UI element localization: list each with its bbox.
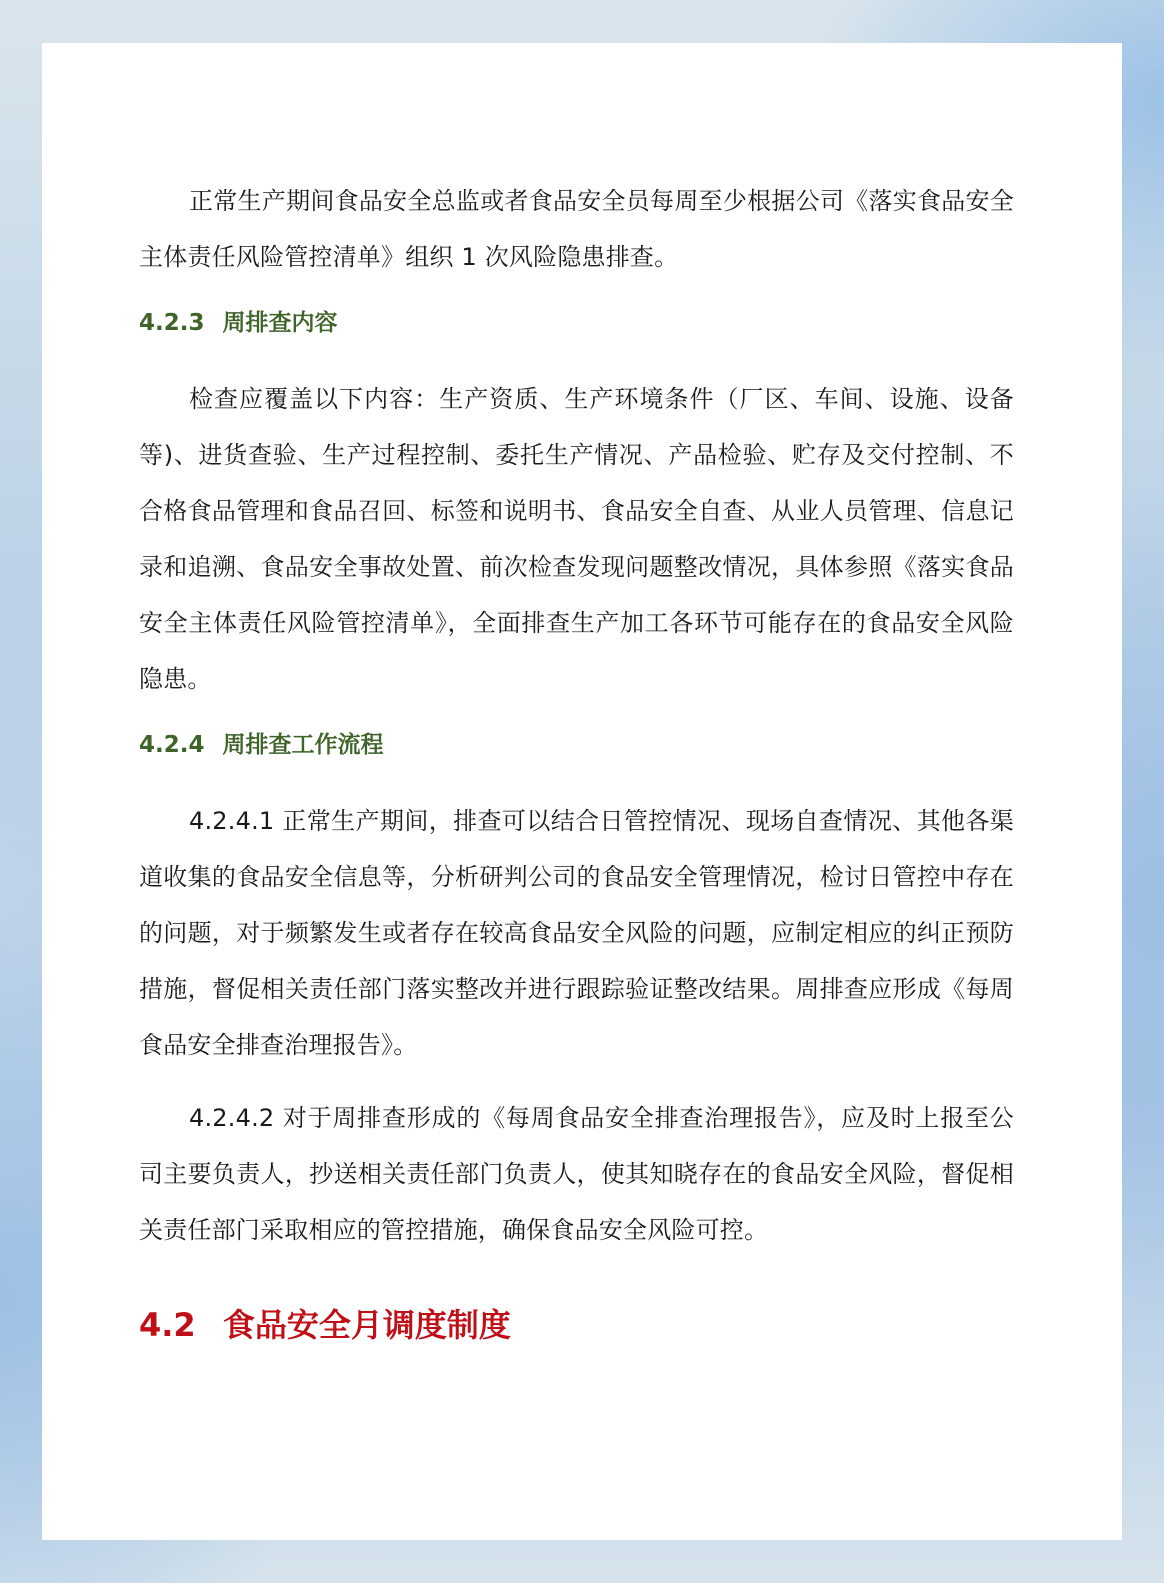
paragraph-4-2-4-2: 4.2.4.2 对于周排查形成的《每周食品安全排查治理报告》，应及时上报至公司主要负责人，抄送相关责任部门负责人，使其知晓存在的食品安全风险，督促相关责任部门采取相应的管控措施，确保食品安全风险可控。 [139, 1104, 1014, 1244]
section-title: 食品安全月调度制度 [222, 1306, 511, 1344]
paragraph-4-2-4-1: 4.2.4.1 正常生产期间，排查可以结合日管控情况、现场自查情况、其他各渠道收集的食品安全信息等，分析研判公司的食品安全管理情况，检讨日管控中存在的问题，对于频繁发生或者存在较高食品安全风险的问题，应制定相应的纠正预防措施，督促相关责任部门落实整改并进行跟踪验证整改结果。周排查应形成《每周食品安全排查治理报告》。 [139, 807, 1014, 1059]
paragraph-inspection-content: 检查应覆盖以下内容：生产资质、生产环境条件（厂区、车间、设施、设备等)、进货查验、生产过程控制、委托生产情况、产品检验、贮存及交付控制、不合格食品管理和食品召回、标签和说明书、食品安全自查、从业人员管理、信息记录和追溯、食品安全事故处置、前次检查发现问题整改情况，具体参照《落实食品安全主体责任风险管控清单》，全面排查生产加工各环节可能存在的食品安全风险隐患。 [139, 385, 1014, 693]
section-title: 周排查工作流程 [222, 732, 384, 758]
section-heading-4-2-3 [139, 303, 1014, 343]
section-title: 周排查内容 [222, 310, 338, 336]
document-page [42, 43, 1122, 1540]
section-heading-4-2-4 [139, 725, 1014, 765]
section-number: 4.2 [139, 1306, 196, 1344]
paragraph-weekly-inspection-frequency: 正常生产期间食品安全总监或者食品安全员每周至少根据公司《落实食品安全主体责任风险管控清单》组织 1 次风险隐患排查。 [139, 187, 1014, 271]
section-number: 4.2.4 [139, 732, 205, 758]
section-number: 4.2.3 [139, 310, 205, 336]
section-heading-4-2 [139, 1300, 1014, 1350]
